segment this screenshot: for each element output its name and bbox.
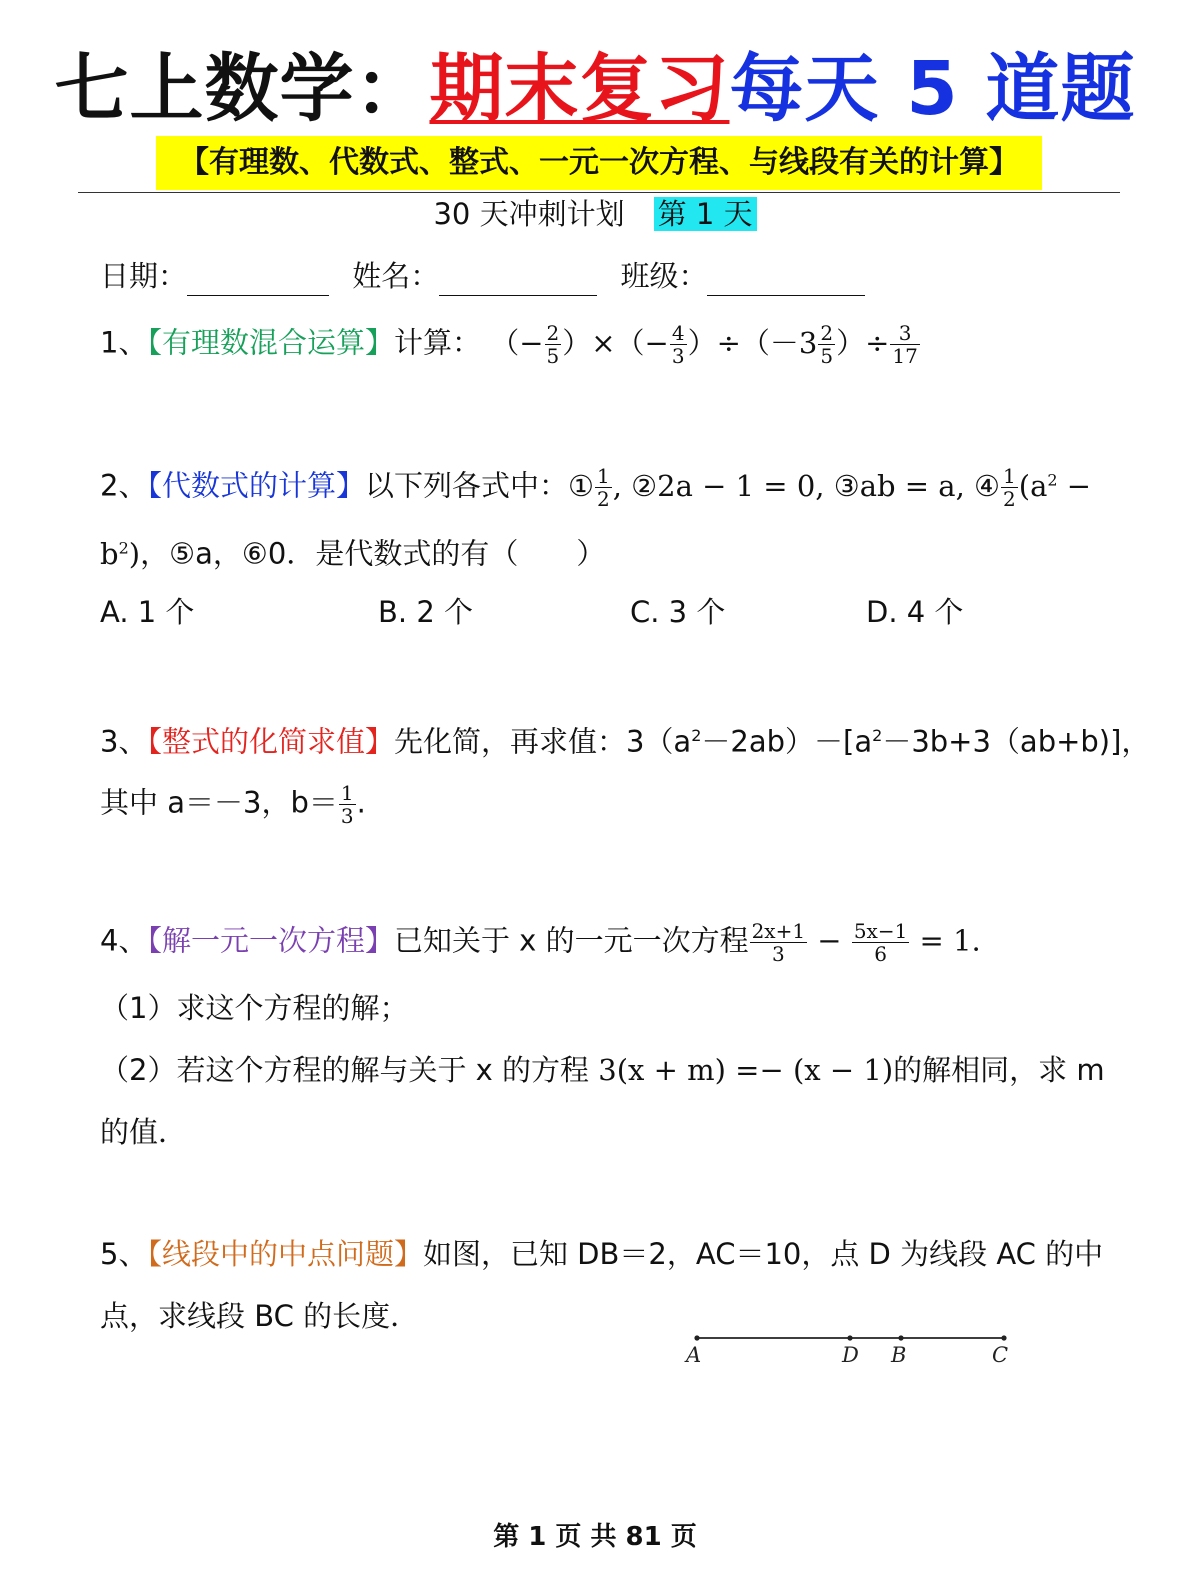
q4-number: 4、 — [100, 923, 148, 958]
q4-part-2-line-2: 的值． — [100, 1115, 188, 1149]
point-a-label: A — [686, 1343, 702, 1367]
point-c-dot — [1001, 1335, 1006, 1340]
q1-fraction-2: $\frac{4}{3}$ — [671, 321, 685, 368]
question-2-line-1: 2、【代数式的计算】以下列各式中：① $\frac{1}{2}$ , ②2a − 1 = 0, ③ab = a, ④ $\frac{1}{2}$ ($a^2$ − — [100, 464, 1092, 512]
q1-tag: 【有理数混合运算】 — [147, 325, 394, 360]
name-label: 姓名： — [352, 259, 440, 293]
q3-b-fraction: $\frac{1}{3}$ — [340, 781, 354, 828]
q2-tail: 是代数式的有（ ） — [315, 536, 606, 571]
q2-number: 2、 — [100, 468, 148, 503]
question-4-line-1: 4、【解一元一次方程】已知关于 x 的一元一次方程 $\frac{2x+1}{3}$ − $\frac{5x-1}{6}$ = 1. — [100, 919, 981, 966]
q4-lead: 已知关于 x 的一元一次方程 — [393, 923, 749, 958]
header-divider — [78, 192, 1120, 193]
point-a-dot — [694, 1335, 699, 1340]
question-2-line-2: $b^2$)，⑤a，⑥0．是代数式的有（ ） — [100, 536, 606, 571]
name-field[interactable] — [439, 263, 597, 296]
q2-half-1: $\frac{1}{2}$ — [596, 464, 610, 512]
page-title — [0, 30, 1190, 136]
q5-number: 5、 — [100, 1237, 148, 1271]
q1-fraction-4: $\frac{3}{17}$ — [892, 321, 918, 368]
question-3-line-2: 其中 a＝－3，b＝ $\frac{1}{3}$ . — [100, 781, 366, 828]
q1-lead: 计算： — [393, 325, 481, 360]
class-label: 班级： — [620, 259, 708, 293]
date-label: 日期： — [100, 259, 188, 293]
page-footer: 第 1 页 共 81 页 — [493, 1522, 697, 1552]
question-5-line-2: 点，求线段 BC 的长度． — [100, 1299, 420, 1333]
q1-number: 1、 — [100, 325, 148, 360]
q2-option-a[interactable]: A. 1 个 — [100, 595, 195, 629]
q3-lead: 先化简，再求值： — [393, 724, 626, 759]
q1-fraction-3: $\frac{2}{5}$ — [820, 321, 834, 368]
plan-text: 30 天冲刺计划 — [433, 197, 625, 231]
question-5-line-1 — [100, 1234, 1103, 1274]
q2-half-2: $\frac{1}{2}$ — [1003, 464, 1016, 512]
point-d-dot — [847, 1335, 852, 1340]
plan-day-badge: 第 1 天 — [654, 197, 757, 231]
q3-tag: 【整式的化简求值】 — [147, 724, 394, 759]
title-review: 期末复习 — [429, 46, 730, 132]
title-daily: 每天 5 道题 — [729, 46, 1136, 132]
q2-lead: 以下列各式中： — [364, 468, 568, 503]
date-field[interactable] — [187, 263, 329, 296]
topics-banner: 【有理数、代数式、整式、一元一次方程、与线段有关的计算】 — [156, 136, 1042, 190]
q3-number: 3、 — [100, 724, 148, 759]
point-b-dot — [898, 1335, 903, 1340]
q4-tag: 【解一元一次方程】 — [147, 923, 394, 958]
q5-text-1: 如图，已知 DB＝2，AC＝10，点 D 为线段 AC 的中 — [422, 1237, 1104, 1271]
q2-option-c[interactable]: C. 3 个 — [630, 595, 726, 629]
q5-tag: 【线段中的中点问题】 — [147, 1237, 423, 1271]
q2-option-b[interactable]: B. 2 个 — [378, 595, 474, 629]
q4-part-1: （1）求这个方程的解； — [100, 991, 409, 1025]
q4-fraction-2: $\frac{5x-1}{6}$ — [853, 919, 908, 966]
q2-option-d[interactable]: D. 4 个 — [866, 595, 964, 629]
q2-tag: 【代数式的计算】 — [147, 468, 365, 503]
point-c-label: C — [992, 1343, 1009, 1367]
class-field[interactable] — [707, 263, 865, 296]
q4-part-2-line-1: （2）若这个方程的解与关于 x 的方程 3(x + m) =− (x − 1)的解相同，求 m — [100, 1053, 1105, 1087]
title-subject: 七上数学： — [54, 46, 430, 132]
info-row — [100, 256, 865, 296]
q4-fraction-1: $\frac{2x+1}{3}$ — [751, 919, 806, 966]
point-b-label: B — [891, 1343, 907, 1367]
question-1: 1、【有理数混合运算】计算： （− $\frac{2}{5}$ ）×（− $\frac{4}{3}$ ）÷（－3 $\frac{2}{5}$ ）÷ $\frac{3}{17}$ — [100, 321, 918, 368]
segment-diagram — [670, 1320, 1030, 1380]
plan-line — [0, 194, 1190, 234]
point-d-label: D — [842, 1343, 859, 1367]
q1-fraction-1: $\frac{2}{5}$ — [546, 321, 560, 368]
question-3-line-1: 3、【整式的化简求值】先化简，再求值：$3(a^2-2ab)-[a^2-3b+3(ab+b)]$， — [100, 724, 1151, 759]
q3-condition: 其中 a＝－3，b＝ — [100, 785, 338, 820]
